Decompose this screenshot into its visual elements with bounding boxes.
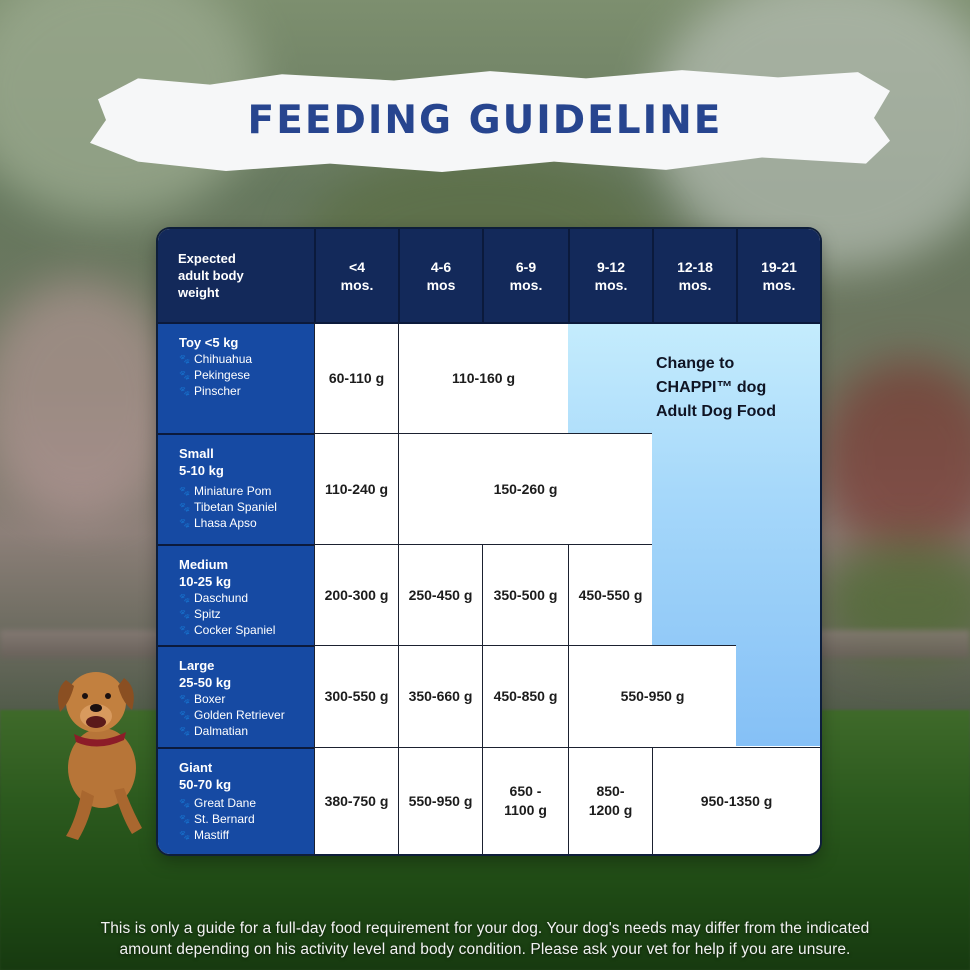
paw-icon: 🐾 — [179, 710, 191, 720]
table-cell: 110-160 g — [398, 322, 568, 433]
age-header-lt4: <4 mos. — [314, 229, 398, 322]
table-cell: 950-1350 g — [652, 747, 820, 854]
paw-icon: 🐾 — [179, 502, 191, 512]
age-header-4-6: 4-6 mos — [398, 229, 482, 322]
age-header-19-21: 19-21 mos. — [736, 229, 820, 322]
disclaimer-note: This is only a guide for a full-day food requirement for your dog. Your dog's needs may differ from the indicated amount depending on his activity level and body condition. Please ask your vet for help if you are unsure. — [100, 920, 870, 958]
corner-header: Expected adult body weight — [178, 251, 244, 300]
adult-food-note: Change to CHAPPI™ dog Adult Dog Food — [656, 355, 776, 420]
table-cell: 450-550 g — [568, 544, 652, 645]
paw-icon: 🐾 — [179, 814, 191, 824]
table-cell: 150-260 g — [398, 433, 652, 544]
paw-icon: 🐾 — [179, 625, 191, 635]
table-cell: 650 - 1100 g — [482, 747, 568, 854]
table-cell: 110-240 g — [314, 433, 398, 544]
table-cell: 350-500 g — [482, 544, 568, 645]
paw-icon: 🐾 — [179, 609, 191, 619]
paw-icon: 🐾 — [179, 726, 191, 736]
row-head-large: Large 25-50 kg 🐾 Boxer 🐾 Golden Retriever 🐾 Dalmatian — [158, 645, 314, 747]
paw-icon: 🐾 — [179, 518, 191, 528]
table-cell: 60-110 g — [314, 322, 398, 433]
age-header-9-12: 9-12 mos. — [568, 229, 652, 322]
table-cell: 250-450 g — [398, 544, 482, 645]
row-head-medium: Medium 10-25 kg 🐾 Daschund 🐾 Spitz 🐾 Cocker Spaniel — [158, 544, 314, 645]
paw-icon: 🐾 — [179, 830, 191, 840]
table-header-row — [158, 229, 820, 322]
table-cell: 550-950 g — [568, 645, 736, 747]
table-cell: 380-750 g — [314, 747, 398, 854]
table-cell: 450-850 g — [482, 645, 568, 747]
feeding-table — [158, 229, 820, 854]
row-head-small: Small 5-10 kg 🐾 Miniature Pom 🐾 Tibetan Spaniel 🐾 Lhasa Apso — [158, 433, 314, 544]
paw-icon: 🐾 — [179, 694, 191, 704]
row-head-giant: Giant 50-70 kg 🐾 Great Dane 🐾 St. Bernard 🐾 Mastiff — [158, 747, 314, 854]
table-cell: 300-550 g — [314, 645, 398, 747]
paw-icon: 🐾 — [179, 370, 191, 380]
paw-icon: 🐾 — [179, 354, 191, 364]
paw-icon: 🐾 — [179, 593, 191, 603]
age-header-12-18: 12-18 mos. — [652, 229, 736, 322]
table-cell: 350-660 g — [398, 645, 482, 747]
table-cell: 200-300 g — [314, 544, 398, 645]
paw-icon: 🐾 — [179, 386, 191, 396]
row-head-toy: Toy <5 kg 🐾 Chihuahua 🐾 Pekingese 🐾 Pinscher — [158, 322, 314, 433]
paw-icon: 🐾 — [179, 486, 191, 496]
table-cell: 850- 1200 g — [568, 747, 652, 854]
age-header-6-9: 6-9 mos. — [482, 229, 568, 322]
table-cell: 550-950 g — [398, 747, 482, 854]
page-title: FEEDING GUIDELINE — [247, 98, 723, 143]
paw-icon: 🐾 — [179, 798, 191, 808]
dog-image — [36, 650, 156, 850]
